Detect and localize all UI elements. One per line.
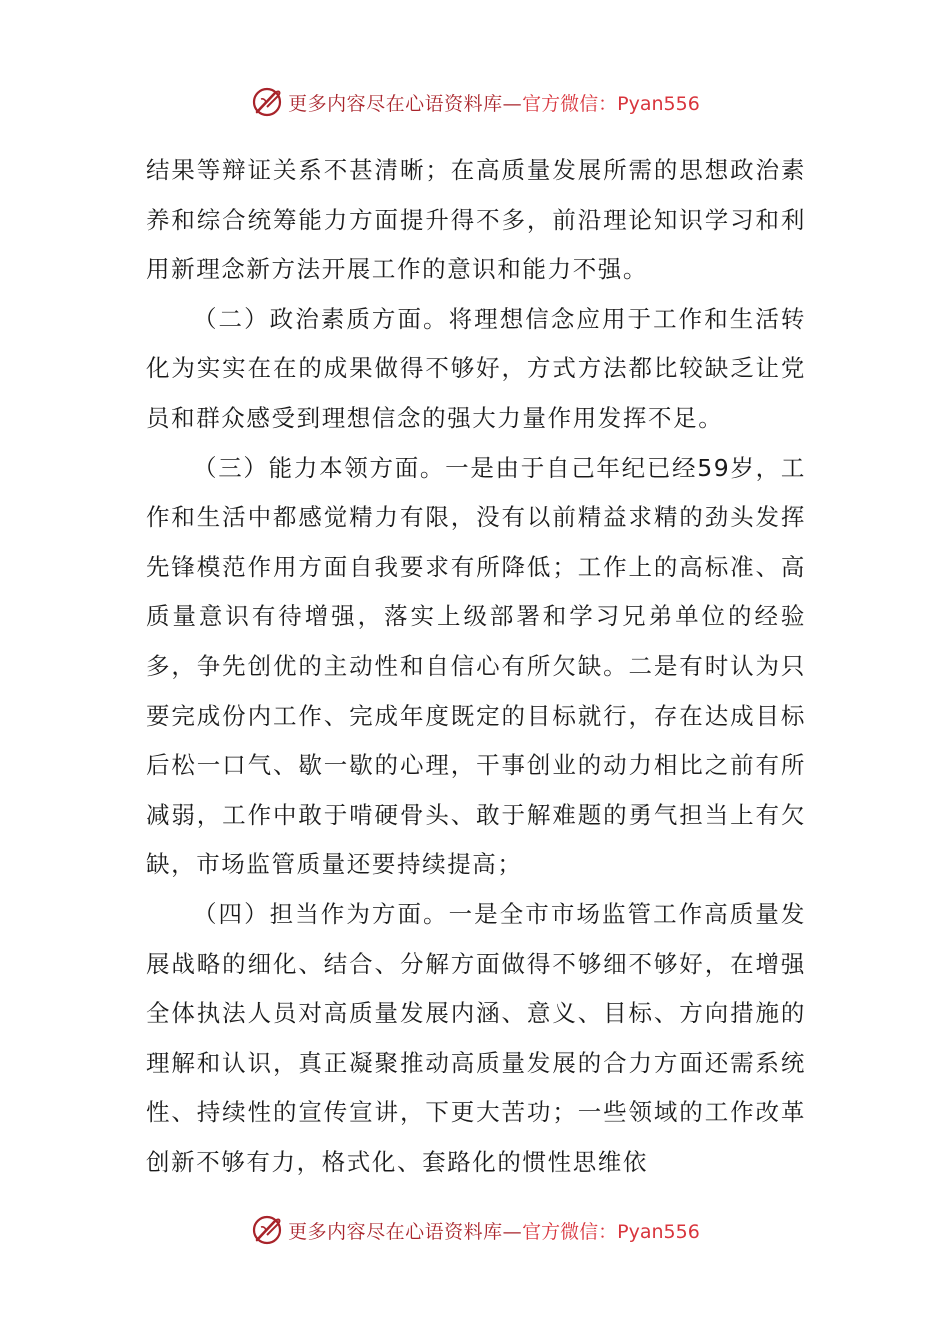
paragraph-political-quality: （二）政治素质方面。将理想信念应用于工作和生活转化为实实在在的成果做得不够好，方式方法都比较缺乏让党员和群众感受到理想信念的强大力量作用发挥不足。 (146, 304, 806, 432)
quill-pen-logo-icon (250, 1213, 284, 1247)
banner-slogan: 更多内容尽在心语资料库— (288, 1220, 523, 1243)
paragraph-ability: （三）能力本领方面。一是由于自己年纪已经59岁，工作和生活中都感觉精力有限，没有以前精益求精的劲头发挥先锋模范作用方面自我要求有所降低；工作上的高标准、高质量意识有待增强，落实上级部署和学习兄弟单位的经验多，争先创优的主动性和自信心有所欠缺。二是有时认为只要完成份内工作、完成年度既定的目标就行，存在达成目标后松一口气、歇一歇的心理，干事创业的动力相比之前有所减弱，工作中敢于啃硬骨头、敢于解难题的勇气担当上有欠缺，市场监管质量还要持续提高； (146, 453, 806, 879)
quill-pen-logo-icon (250, 85, 284, 119)
paragraph-responsibility: （四）担当作为方面。一是全市市场监管工作高质量发展战略的细化、结合、分解方面做得不够细不够好，在增强全体执法人员对高质量发展内涵、意义、目标、方向措施的理解和认识，真正凝聚推动高质量发展的合力方面还需系统性、持续性的宣传宣讲，下更大苦功；一些领域的工作改革创新不够有力，格式化、套路化的惯性思维依 (146, 899, 806, 1176)
document-body (146, 146, 806, 1187)
banner-slogan: 更多内容尽在心语资料库— (288, 92, 523, 115)
banner-contact: 官方微信：Pyan556 (522, 92, 700, 115)
paragraph-continued: 结果等辩证关系不甚清晰；在高质量发展所需的思想政治素养和综合统筹能力方面提升得不多，前沿理论知识学习和利用新理念新方法开展工作的意识和能力不强。 (146, 156, 806, 284)
banner-contact: 官方微信：Pyan556 (522, 1220, 700, 1243)
header-banner (0, 84, 950, 120)
footer-banner (0, 1212, 950, 1248)
